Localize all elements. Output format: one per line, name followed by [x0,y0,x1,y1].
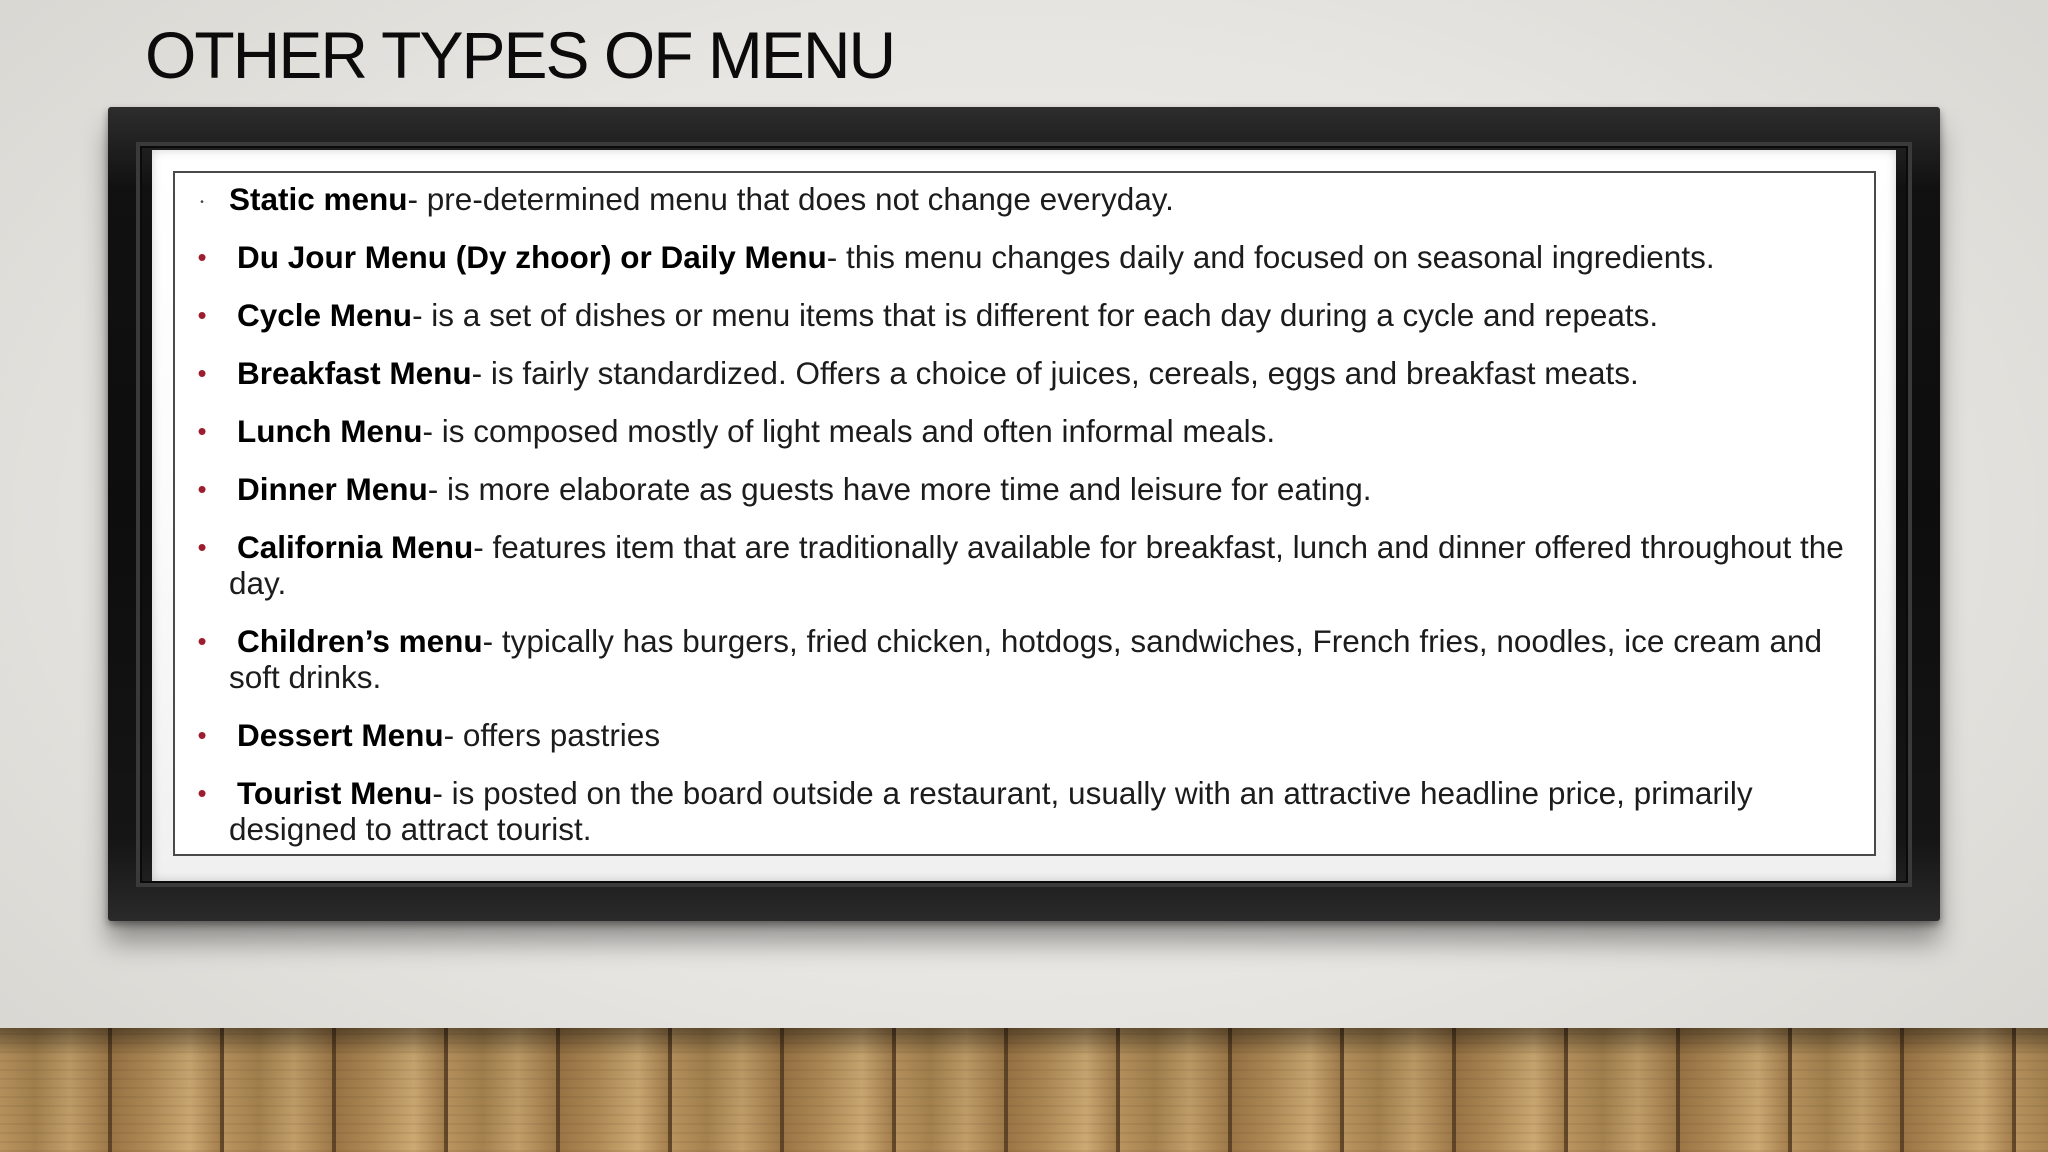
bullet-icon: • [197,532,207,562]
bullet-icon: • [197,358,207,388]
menu-description: - typically has burgers, fried chicken, hotdogs, sandwiches, French fries, noodles, ice cream and soft drinks. [229,623,1823,695]
menu-types-list [175,181,1874,869]
menu-term: Dinner Menu [237,471,428,507]
menu-term: Breakfast Menu [237,355,472,391]
menu-description: - pre-determined menu that does not change everyday. [407,181,1174,217]
bullet-icon: • [197,300,207,330]
menu-term: California Menu [237,529,474,565]
menu-term: Dessert Menu [237,717,444,753]
bullet-icon: • [197,416,207,446]
bullet-icon: • [197,474,207,504]
menu-item-california [175,529,1874,601]
menu-term: Static menu [229,181,408,217]
slide-title: OTHER TYPES OF MENU [145,18,895,92]
menu-description: - features item that are traditionally available for breakfast, lunch and dinner offered throughout the day. [229,529,1844,601]
menu-item-lunch [175,413,1874,449]
menu-term: Lunch Menu [237,413,423,449]
menu-description: - is more elaborate as guests have more time and leisure for eating. [427,471,1372,507]
menu-description: - is composed mostly of light meals and often informal meals. [422,413,1276,449]
menu-description: - is fairly standardized. Offers a choice of juices, cereals, eggs and breakfast meats. [471,355,1639,391]
bullet-icon: • [200,197,204,208]
menu-item-dessert [175,717,1874,753]
menu-description: - is a set of dishes or menu items that is different for each day during a cycle and repeats. [412,297,1659,333]
menu-description: - offers pastries [443,717,661,753]
menu-term: Tourist Menu [237,775,433,811]
menu-item-dinner [175,471,1874,507]
bullet-icon: • [197,778,207,808]
menu-term: Cycle Menu [237,297,413,333]
menu-item-du-jour [175,239,1874,275]
menu-description: - this menu changes daily and focused on seasonal ingredients. [826,239,1715,275]
menu-description: - is posted on the board outside a restaurant, usually with an attractive headline price, primarily designed to attract tourist. [229,775,1753,847]
menu-item-tourist [175,775,1874,847]
bullet-icon: • [197,626,207,656]
menu-item-static [175,181,1874,217]
menu-types-content-box [173,171,1876,856]
menu-term: Du Jour Menu (Dy zhoor) or Daily Menu [237,239,827,275]
floor-shadow [0,1028,2048,1152]
bullet-icon: • [197,242,207,272]
menu-item-childrens [175,623,1874,695]
bullet-icon: • [197,720,207,750]
menu-item-breakfast [175,355,1874,391]
menu-item-cycle [175,297,1874,333]
menu-term: Children’s menu [237,623,483,659]
